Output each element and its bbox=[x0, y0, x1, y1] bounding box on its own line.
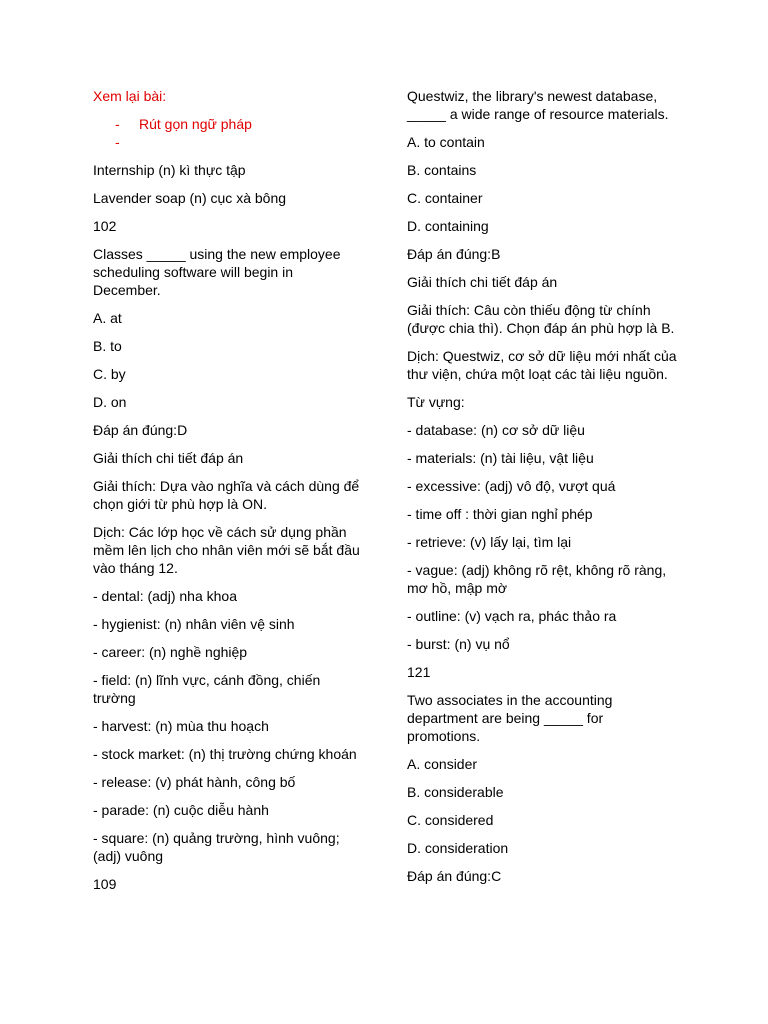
text-paragraph: Dịch: Các lớp học về cách sử dụng phần mềm lên lịch cho nhân viên mới sẽ bắt đầu vào tháng 12. bbox=[93, 524, 360, 576]
text-paragraph: Dịch: Questwiz, cơ sở dữ liệu mới nhất của thư viện, chứa một loạt các tài liệu nguồn. bbox=[407, 348, 677, 382]
text-paragraph: Từ vựng: bbox=[407, 394, 465, 410]
text-paragraph: B. considerable bbox=[407, 784, 504, 800]
text-paragraph: - retrieve: (v) lấy lại, tìm lại bbox=[407, 534, 572, 550]
text-paragraph: Giải thích chi tiết đáp án bbox=[407, 274, 558, 290]
text-paragraph: Two associates in the accounting department are being _____ for promotions. bbox=[407, 692, 613, 744]
text-paragraph: - outline: (v) vạch ra, phác thảo ra bbox=[407, 608, 617, 624]
text-paragraph: Đáp án đúng:D bbox=[93, 422, 188, 438]
text-paragraph: - excessive: (adj) vô độ, vượt quá bbox=[407, 478, 616, 494]
text-paragraph: Đáp án đúng:C bbox=[407, 868, 502, 884]
text-paragraph: A. consider bbox=[407, 756, 478, 772]
text-paragraph: B. contains bbox=[407, 162, 477, 178]
left-paragraphs bbox=[93, 161, 363, 893]
right-column bbox=[407, 87, 677, 895]
text-paragraph: Classes _____ using the new employee scheduling software will begin in December. bbox=[93, 246, 341, 298]
text-paragraph: Giải thích chi tiết đáp án bbox=[93, 450, 244, 466]
text-paragraph: - materials: (n) tài liệu, vật liệu bbox=[407, 450, 594, 466]
text-paragraph: - vague: (adj) không rõ rệt, không rõ ràng, mơ hồ, mập mờ bbox=[407, 562, 667, 596]
text-paragraph: C. considered bbox=[407, 812, 494, 828]
text-paragraph: C. container bbox=[407, 190, 483, 206]
text-paragraph: - release: (v) phát hành, công bố bbox=[93, 774, 296, 790]
text-paragraph: 121 bbox=[407, 664, 431, 680]
text-paragraph: Lavender soap (n) cục xà bông bbox=[93, 190, 287, 206]
review-heading: Xem lại bài: bbox=[93, 88, 167, 104]
text-paragraph: B. to bbox=[93, 338, 122, 354]
text-paragraph: Giải thích: Dựa vào nghĩa và cách dùng để chọn giới từ phù hợp là ON. bbox=[93, 478, 360, 512]
review-bullet-list bbox=[93, 115, 363, 151]
review-bullet-item: - bbox=[115, 134, 120, 150]
text-paragraph: D. containing bbox=[407, 218, 489, 234]
text-paragraph: D. consideration bbox=[407, 840, 509, 856]
text-paragraph: - database: (n) cơ sở dữ liệu bbox=[407, 422, 585, 438]
text-paragraph: Giải thích: Câu còn thiếu động từ chính (được chia thì). Chọn đáp án phù hợp là B. bbox=[407, 302, 675, 336]
text-paragraph: A. at bbox=[93, 310, 122, 326]
left-column bbox=[93, 87, 363, 903]
text-paragraph: Questwiz, the library's newest database, _____ a wide range of resource materials. bbox=[407, 88, 669, 122]
text-paragraph: - career: (n) nghề nghiệp bbox=[93, 644, 248, 660]
text-paragraph: - square: (n) quảng trường, hình vuông; (adj) vuông bbox=[93, 830, 340, 864]
text-paragraph: - parade: (n) cuộc diễu hành bbox=[93, 802, 269, 818]
text-paragraph: D. on bbox=[93, 394, 127, 410]
text-paragraph: - harvest: (n) mùa thu hoạch bbox=[93, 718, 269, 734]
text-paragraph: Internship (n) kì thực tập bbox=[93, 162, 246, 178]
text-paragraph: A. to contain bbox=[407, 134, 485, 150]
text-paragraph: - stock market: (n) thị trường chứng khoán bbox=[93, 746, 357, 762]
text-paragraph: - hygienist: (n) nhân viên vệ sinh bbox=[93, 616, 295, 632]
text-paragraph: - time off : thời gian nghỉ phép bbox=[407, 506, 593, 522]
text-paragraph: 109 bbox=[93, 876, 117, 892]
text-paragraph: - field: (n) lĩnh vực, cánh đồng, chiến trường bbox=[93, 672, 321, 706]
text-paragraph: Đáp án đúng:B bbox=[407, 246, 501, 262]
text-paragraph: C. by bbox=[93, 366, 126, 382]
review-bullet-item: - Rút gọn ngữ pháp bbox=[115, 116, 252, 132]
text-paragraph: 102 bbox=[93, 218, 117, 234]
text-paragraph: - dental: (adj) nha khoa bbox=[93, 588, 237, 604]
text-paragraph: - burst: (n) vụ nổ bbox=[407, 636, 510, 652]
right-paragraphs bbox=[407, 87, 677, 885]
